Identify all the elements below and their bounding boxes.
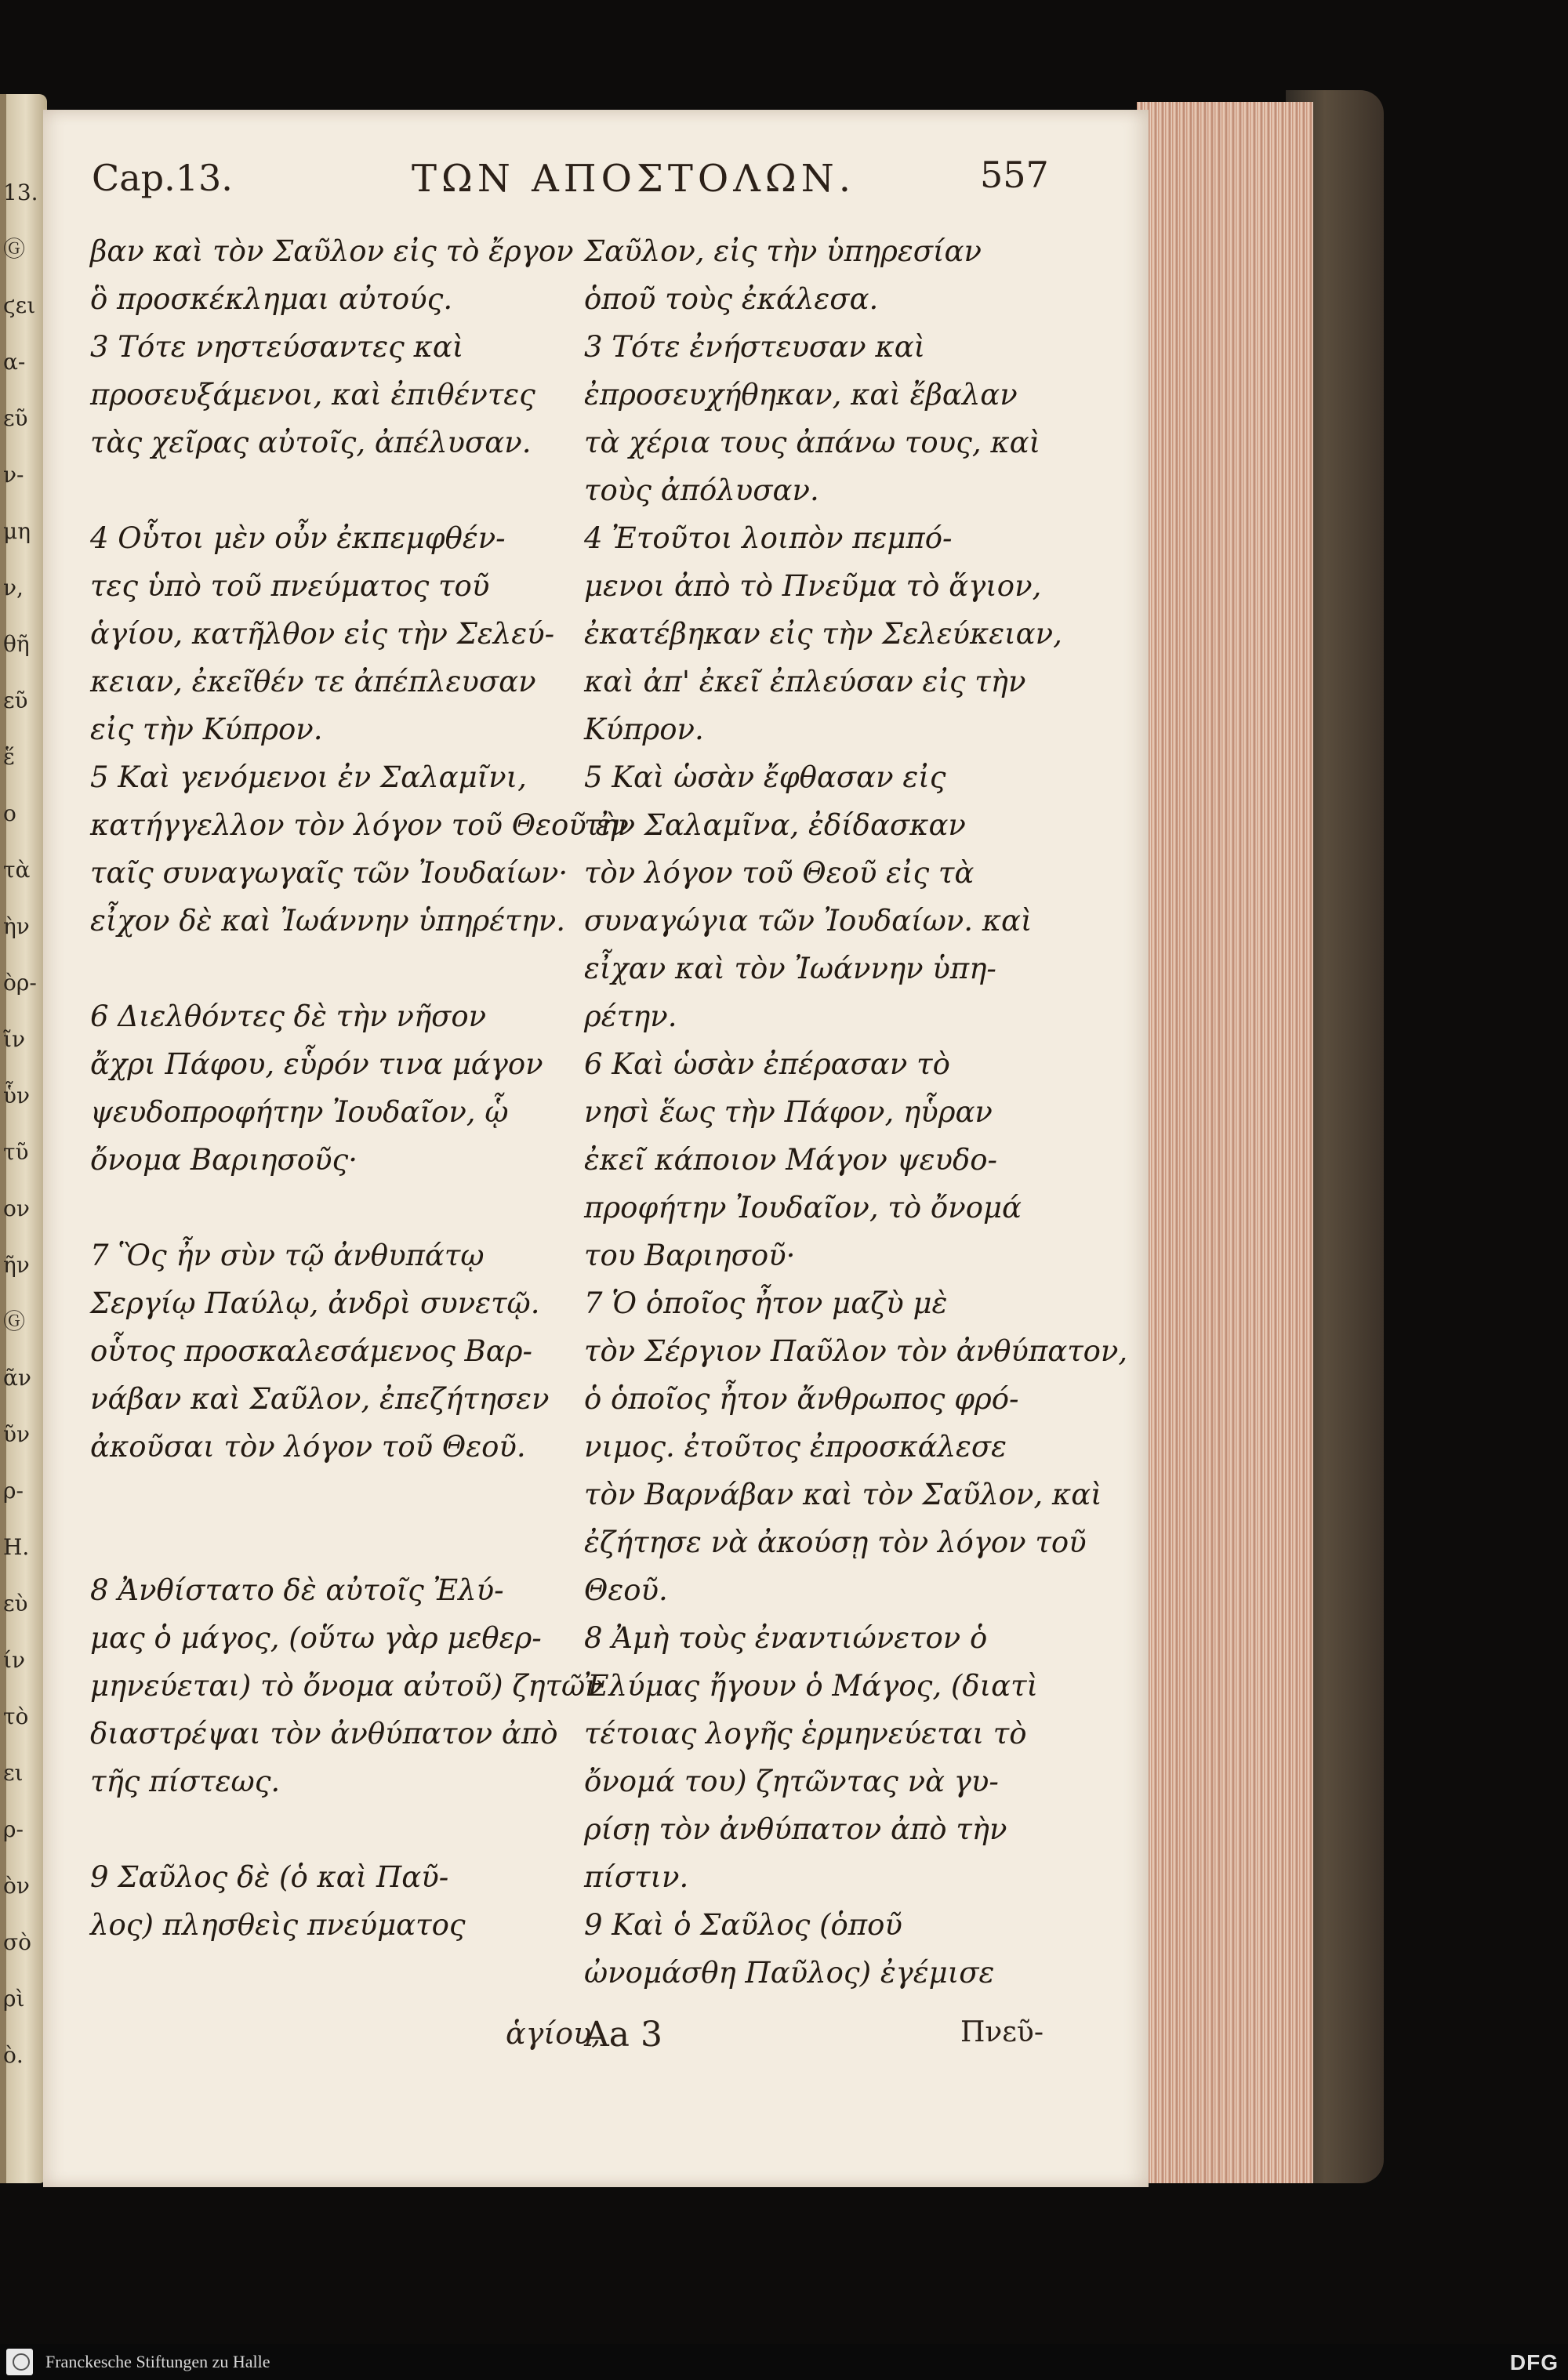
text-line: 4 Οὗτοι μὲν οὖν ἐκπεμφθέν- — [90, 521, 506, 555]
text-line: τὸν Σέργιον Παῦλον τὸν ἀνθύπατον, — [584, 1334, 1128, 1368]
margin-fragment: ὸρ- — [3, 970, 37, 996]
text-line: τὴν Σαλαμῖνα, ἐδίδασκαν — [584, 808, 966, 842]
text-line: 3 Τότε ἐνήστευσαν καὶ — [584, 330, 926, 364]
text-line — [90, 1471, 561, 1518]
margin-fragment: εῦ — [3, 405, 28, 431]
institution-logo-icon — [6, 2349, 33, 2375]
margin-fragment: τῦ — [3, 1139, 29, 1165]
text-line: κειαν, ἐκεῖθέν τε ἀπέπλευσαν — [90, 665, 536, 698]
margin-fragment: ρ- — [3, 1478, 24, 1504]
text-line: μας ὁ μάγος, (οὕτω γὰρ μεθερ- — [90, 1621, 542, 1655]
margin-fragment: θῆ — [3, 631, 30, 657]
text-line: 6 Καὶ ὡσὰν ἐπέρασαν τὸ — [584, 1047, 950, 1081]
text-line — [90, 1518, 561, 1566]
text-line: τοὺς ἀπόλυσαν. — [584, 473, 819, 507]
margin-fragment: ῖν — [3, 1026, 25, 1052]
text-line: 8 Ἀμὴ τοὺς ἐναντιώνετον ὁ — [584, 1621, 988, 1655]
text-line: του Βαριησοῦ· — [584, 1239, 796, 1272]
text-line: ὁποῦ τοὺς ἐκάλεσα. — [584, 282, 879, 316]
text-line: προφήτην Ἰουδαῖον, τὸ ὄνομά — [584, 1191, 1022, 1224]
margin-fragment: ν, — [3, 575, 24, 600]
text-line: τὸν Βαρνάβαν καὶ τὸν Σαῦλον, καὶ — [584, 1478, 1102, 1511]
text-line: ψευδοπροφήτην Ἰουδαῖον, ᾧ — [90, 1095, 509, 1129]
text-line: 9 Καὶ ὁ Σαῦλος (ὁποῦ — [584, 1908, 902, 1942]
margin-fragment: ὗν — [3, 1083, 31, 1108]
text-line: ἄχρι Πάφου, εὗρόν τινα μάγον — [90, 1047, 543, 1081]
text-line: ὁ ὁποῖος ἦτον ἄνθρωπος φρό- — [584, 1382, 1019, 1416]
text-line: συναγώγια τῶν Ἰουδαίων. καὶ — [584, 904, 1033, 938]
margin-fragment: α- — [3, 349, 26, 375]
text-line: 7 Ὁ ὁποῖος ἦτον μαζὺ μὲ — [584, 1286, 948, 1320]
book-page — [43, 110, 1149, 2187]
text-line: ἐκατέβηκαν εἰς τὴν Σελεύκειαν, — [584, 617, 1062, 651]
text-line: οὗτος προσκαλεσάμενος Βαρ- — [90, 1334, 532, 1368]
text-line: διαστρέψαι τὸν ἀνθύπατον ἀπὸ — [90, 1717, 558, 1751]
text-line: ἐκεῖ κάποιον Μάγον ψευδο- — [584, 1143, 998, 1177]
margin-fragment: ῦν — [3, 1421, 31, 1447]
margin-fragment: τὸ — [3, 1703, 29, 1729]
margin-fragment: ρὶ — [3, 1986, 25, 2012]
text-line: νησὶ ἕως τὴν Πάφον, ηὗραν — [584, 1095, 993, 1129]
text-line: εἰς τὴν Κύπρον. — [90, 713, 323, 746]
margin-fragment: ον — [3, 1195, 30, 1221]
margin-fragment: 13. — [3, 180, 38, 205]
margin-fragment: ᾶν — [3, 1365, 31, 1391]
text-line: ἀκοῦσαι τὸν λόγον τοῦ Θεοῦ. — [90, 1430, 526, 1464]
catchword-left: ἁγίου, — [506, 2016, 601, 2051]
text-line: 8 Ἀνθίστατο δὲ αὐτοῖς Ἐλύ- — [90, 1573, 504, 1607]
text-line: τὸν λόγον τοῦ Θεοῦ εἰς τὰ — [584, 856, 975, 890]
text-line: ρέτην. — [584, 1000, 677, 1033]
text-line: ὄνομα Βαριησοῦς· — [90, 1143, 358, 1177]
text-line: 9 Σαῦλος δὲ (ὁ καὶ Παῦ- — [90, 1860, 449, 1894]
text-line: ἁγίου, κατῆλθον εἰς τὴν Σελεύ- — [90, 617, 555, 651]
text-line: 5 Καὶ γενόμενοι ἐν Σαλαμῖνι, — [90, 760, 527, 794]
text-line: εἶχον δὲ καὶ Ἰωάννην ὑπηρέτην. — [90, 904, 566, 938]
margin-fragment: Ⓖ — [3, 1308, 26, 1334]
text-line: βαν καὶ τὸν Σαῦλον εἰς τὸ ἔργον — [90, 234, 574, 268]
text-line: Σεργίῳ Παύλῳ, ἀνδρὶ συνετῷ. — [90, 1286, 540, 1320]
text-line: ὠνομάσθη Παῦλος) ἐγέμισε — [584, 1956, 995, 1990]
text-line: ὄνομά του) ζητῶντας νὰ γυ- — [584, 1765, 999, 1798]
text-line: ρίσῃ τὸν ἀνθύπατον ἀπὸ τὴν — [584, 1812, 1007, 1846]
text-line: Θεοῦ. — [584, 1573, 668, 1607]
running-title: ΤΩΝ ΑΠΟΣΤΟΛΩΝ. — [412, 157, 855, 201]
chapter-label: Cap.13. — [92, 157, 233, 199]
text-line: τέτοιας λογῆς ἑρμηνεύεται τὸ — [584, 1717, 1027, 1751]
page-block-edges — [1137, 102, 1313, 2183]
text-line: τες ὑπὸ τοῦ πνεύματος τοῦ — [90, 569, 490, 603]
text-line: 4 Ἐτοῦτοι λοιπὸν πεμπό- — [584, 521, 953, 555]
text-line: 7 Ὃς ἦν σὺν τῷ ἀνθυπάτῳ — [90, 1239, 485, 1272]
text-line: 6 Διελθόντες δὲ τὴν νῆσον — [90, 1000, 487, 1033]
text-line: ὃ προσκέκλημαι αὐτούς. — [90, 282, 453, 316]
margin-fragment: ὸ. — [3, 2042, 24, 2068]
margin-fragment: εὺ — [3, 1591, 28, 1616]
text-line: πίστιν. — [584, 1860, 689, 1894]
text-line: νάβαν καὶ Σαῦλον, ἐπεζήτησεν — [90, 1382, 550, 1416]
margin-fragment: ὸν — [3, 1873, 30, 1899]
viewer-footer-bar — [0, 2344, 1568, 2380]
text-line: ταῖς συναγωγαῖς τῶν Ἰουδαίων· — [90, 856, 568, 890]
text-line: λος) πλησθεὶς πνεύματος — [90, 1908, 466, 1942]
catchword-right: Πνεῦ- — [960, 2016, 1044, 2048]
page-number: 557 — [980, 154, 1049, 196]
text-line: κατήγγελλον τὸν λόγον τοῦ Θεοῦ ἐν — [90, 808, 629, 842]
text-line: ἐπροσευχήθηκαν, καὶ ἔβαλαν — [584, 378, 1018, 412]
margin-fragment: ν- — [3, 462, 24, 488]
text-column-modern-greek — [584, 227, 1128, 1997]
margin-fragment: ο — [3, 800, 16, 826]
text-line: Κύπρον. — [584, 713, 704, 746]
text-line: ἐζήτησε νὰ ἀκούσῃ τὸν λόγον τοῦ — [584, 1526, 1087, 1559]
text-line — [90, 466, 561, 514]
text-line: Ἐλύμας ἤγουν ὁ Μάγος, (διατὶ — [584, 1669, 1039, 1703]
text-line — [90, 1184, 561, 1232]
institution-name: Franckesche Stiftungen zu Halle — [45, 2352, 270, 2371]
text-line: 5 Καὶ ὡσὰν ἔφθασαν εἰς — [584, 760, 946, 794]
text-line: νιμος. ἐτοῦτος ἐπροσκάλεσε — [584, 1430, 1007, 1464]
margin-fragment: τὰ — [3, 857, 31, 883]
margin-fragment: ίν — [3, 1647, 25, 1673]
text-line: εἶχαν καὶ τὸν Ἰωάννην ὑπη- — [584, 952, 996, 985]
margin-fragment: μη — [3, 518, 31, 544]
margin-fragment: ὴν — [3, 913, 30, 939]
text-line — [90, 1805, 561, 1853]
text-line: προσευξάμενοι, καὶ ἐπιθέντες — [90, 378, 535, 412]
text-line: καὶ ἀπ' ἐκεῖ ἐπλεύσαν εἰς τὴν — [584, 665, 1026, 698]
margin-fragment: εῦ — [3, 688, 28, 713]
margin-fragment: Η. — [3, 1534, 30, 1560]
text-line: Σαῦλον, εἰς τὴν ὑπηρεσίαν — [584, 234, 982, 268]
margin-fragment: ῆν — [3, 1252, 30, 1278]
text-line: 3 Τότε νηστεύσαντες καὶ — [90, 330, 464, 364]
signature-mark: Aa 3 — [584, 2015, 662, 2055]
text-line: μηνεύεται) τὸ ὄνομα αὐτοῦ) ζητῶν — [90, 1669, 603, 1703]
text-column-ancient-greek — [90, 227, 629, 1949]
text-line: τὰ χέρια τους ἀπάνω τους, καὶ — [584, 426, 1041, 459]
margin-fragment: ρ- — [3, 1816, 24, 1842]
margin-fragment: σὸ — [3, 1929, 31, 1955]
margin-fragment: ει — [3, 1760, 24, 1786]
margin-fragment: ϛει — [3, 292, 36, 318]
text-line — [90, 945, 561, 992]
margin-fragment: ἕ — [3, 744, 16, 770]
text-line: μενοι ἀπὸ τὸ Πνεῦμα τὸ ἅγιον, — [584, 569, 1042, 603]
text-line: τῆς πίστεως. — [90, 1765, 281, 1798]
margin-fragment: Ⓖ — [3, 236, 26, 262]
text-line: τὰς χεῖρας αὐτοῖς, ἀπέλυσαν. — [90, 426, 532, 459]
dfg-logo: DFG — [1509, 2350, 1559, 2375]
